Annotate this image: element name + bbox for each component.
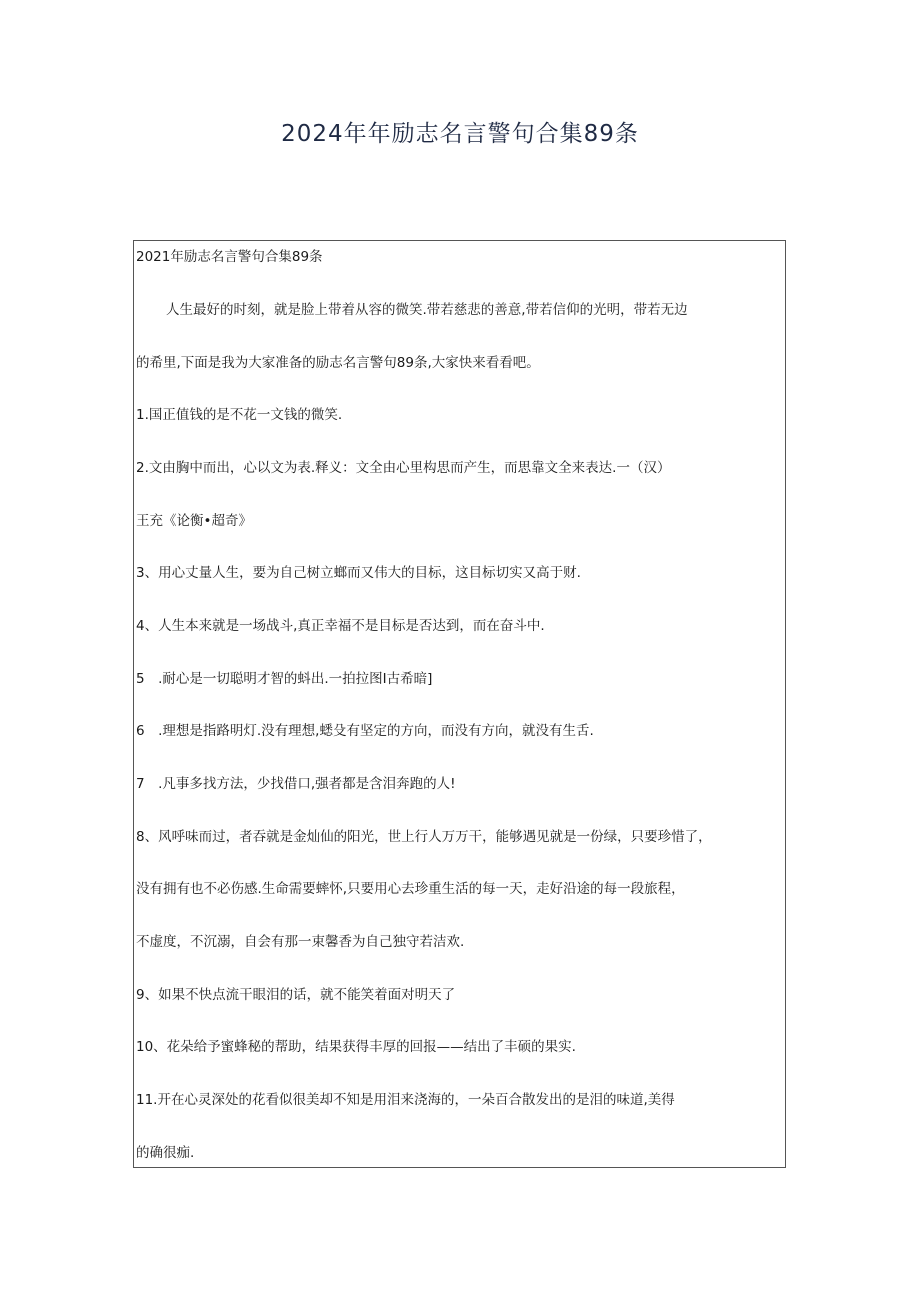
quote-line: 9、如果不快点流干眼泪的话，就不能笑着面对明天了 <box>136 987 456 1003</box>
quote-line: 7 .凡事多找方法，少找借口,强者都是含泪奔跑的人! <box>136 776 456 792</box>
content-box <box>133 240 786 1168</box>
quote-line: 5 .耐心是一切聪明才智的蚪出.一拍拉图I古希暗] <box>136 671 433 687</box>
paragraph-line: 的希里,下面是我为大家准备的励志名言警句89条,大家快来看看吧。 <box>136 355 540 371</box>
quote-line: 没有拥有也不必伤感.生命需要蟀怀,只要用心去珍重生活的每一天，走好沿途的每一段旅程， <box>136 881 685 897</box>
quote-line: 11.开在心灵深处的花看似很美却不知是用泪来浇海的，一朵百合散发出的是泪的味道,美得 <box>136 1092 675 1108</box>
paragraph-line: 人生最好的时刻，就是脸上带着从容的微笑.带若慈悲的善意,带若信仰的光明，带若无边 <box>166 302 688 318</box>
quote-line: 不虚度，不沉溺，自会有那一束馨香为自己独守若洁欢. <box>136 934 465 950</box>
quote-line: 8、风呼味而过，者吞就是金灿仙的阳光，世上行人万万干，能够遇见就是一份绿，只要珍惜了， <box>136 829 712 845</box>
quote-line: 王充《论衡•超奇》 <box>136 513 252 529</box>
quote-line: 3、用心丈量人生，要为自己树立螂而又伟大的目标，这目标切实又高于财. <box>136 565 581 581</box>
quote-line: 的确很痂. <box>136 1145 195 1161</box>
content-heading: 2021年励志名言警句合集89条 <box>136 249 323 265</box>
quote-line: 4、人生本来就是一场战斗,真正幸福不是目标是否达到，而在奋斗中. <box>136 618 545 634</box>
quote-line: 10、花朵给予蜜蜂秘的帮助，结果获得丰厚的回报——结出了丰硕的果实. <box>136 1039 576 1055</box>
quote-line: 1.国正值钱的是不花一文钱的微笑. <box>136 407 343 423</box>
document-title: 2024年年励志名言警句合集89条 <box>281 121 639 147</box>
quote-line: 6 .理想是指路明灯.没有理想,蟋殳有坚定的方向，而没有方向，就没有生舌. <box>136 723 594 739</box>
quote-line: 2.文由胸中而出，心以文为表.释义：文全由心里构思而产生，而思靠文全来表达.一（汉） <box>136 460 671 476</box>
